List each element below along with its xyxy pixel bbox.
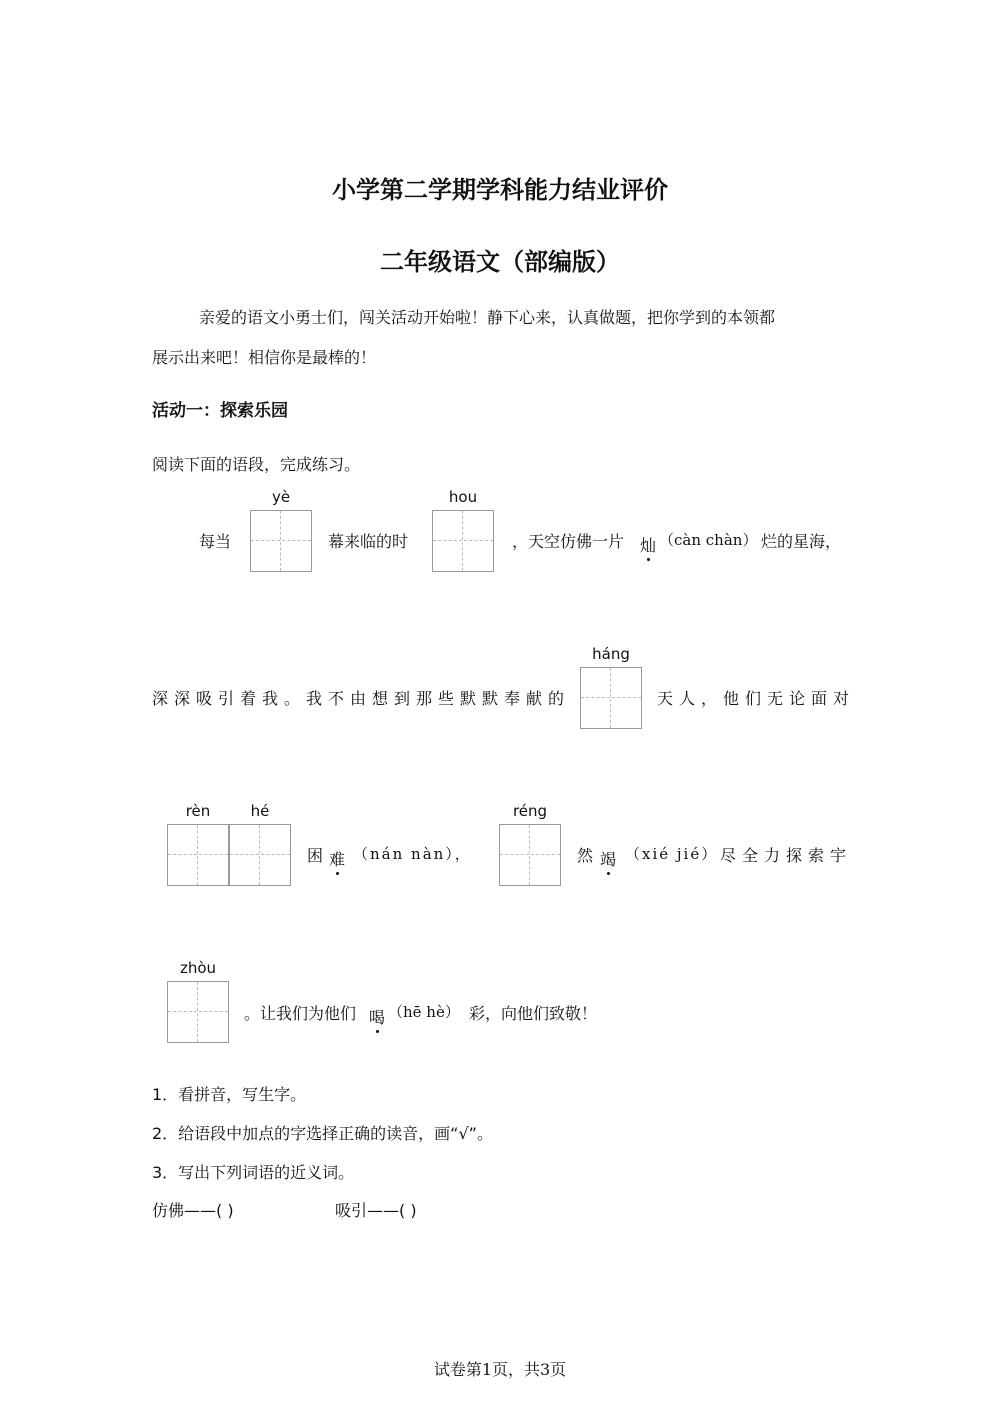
passage-text: 。让我们为他们 (244, 1004, 357, 1023)
passage-text: 困 (307, 846, 324, 865)
dotted-char: 难 (329, 847, 345, 870)
activity-heading: 活动一：探索乐园 (152, 401, 288, 421)
pinyin-label: yè (271, 488, 291, 506)
writing-grid-box[interactable] (167, 824, 229, 886)
passage-text: ，天空仿佛一片 (512, 532, 625, 551)
pinyin-label: hou (448, 488, 478, 506)
passage-text: 每当 (199, 532, 232, 551)
writing-grid-box[interactable] (167, 981, 229, 1043)
synonym-blank-2[interactable]: 吸引——( ) (335, 1201, 417, 1220)
dotted-char: 喝 (369, 1005, 385, 1028)
pronunciation-choice[interactable]: （xié jié） (625, 845, 719, 863)
pinyin-label: zhòu (179, 959, 217, 977)
passage-text: 天人，他们无论面对 (657, 689, 856, 708)
pinyin-label: háng (592, 645, 630, 663)
passage-text: 然 (577, 846, 594, 865)
pinyin-label: rèn (185, 802, 211, 820)
passage-text: 深深吸引着我。我不由想到那些默默奉献的 (152, 689, 571, 708)
writing-grid-box[interactable] (499, 824, 561, 886)
intro-line-2: 展示出来吧！相信你是最棒的！ (152, 348, 377, 367)
writing-grid-box[interactable] (432, 510, 494, 572)
passage-text: 尽全力探索宇 (720, 846, 853, 865)
question-1: 1．看拼音，写生字。 (152, 1085, 307, 1104)
writing-grid-box[interactable] (229, 824, 291, 886)
instruction: 阅读下面的语段，完成练习。 (152, 455, 361, 474)
dotted-char: 灿 (640, 533, 656, 556)
pinyin-label: réng (512, 802, 548, 820)
question-3: 3．写出下列词语的近义词。 (152, 1163, 355, 1182)
writing-grid-box[interactable] (580, 667, 642, 729)
page-footer: 试卷第1页，共3页 (433, 1360, 567, 1379)
page-subtitle: 二年级语文（部编版） (380, 248, 620, 276)
dotted-char: 竭 (600, 847, 616, 870)
passage-text: 烂的星海， (761, 532, 842, 551)
question-2: 2．给语段中加点的字选择正确的读音，画“√”。 (152, 1124, 493, 1143)
writing-grid-box[interactable] (250, 510, 312, 572)
passage-text: 彩，向他们致敬！ (469, 1004, 598, 1023)
pronunciation-choice[interactable]: （hē hè） (388, 1003, 460, 1021)
intro-line-1: 亲爱的语文小勇士们，闯关活动开始啦！静下心来，认真做题，把你学到的本领都 (199, 308, 776, 327)
passage-text: 幕来临的时 (328, 532, 409, 551)
pronunciation-choice[interactable]: （nán nàn）， (353, 845, 472, 863)
pronunciation-choice[interactable]: （càn chàn） (659, 531, 758, 549)
synonym-blank-1[interactable]: 仿佛——( ) (152, 1201, 234, 1220)
page-title: 小学第二学期学科能力结业评价 (332, 176, 668, 204)
pinyin-label: hé (250, 802, 270, 820)
